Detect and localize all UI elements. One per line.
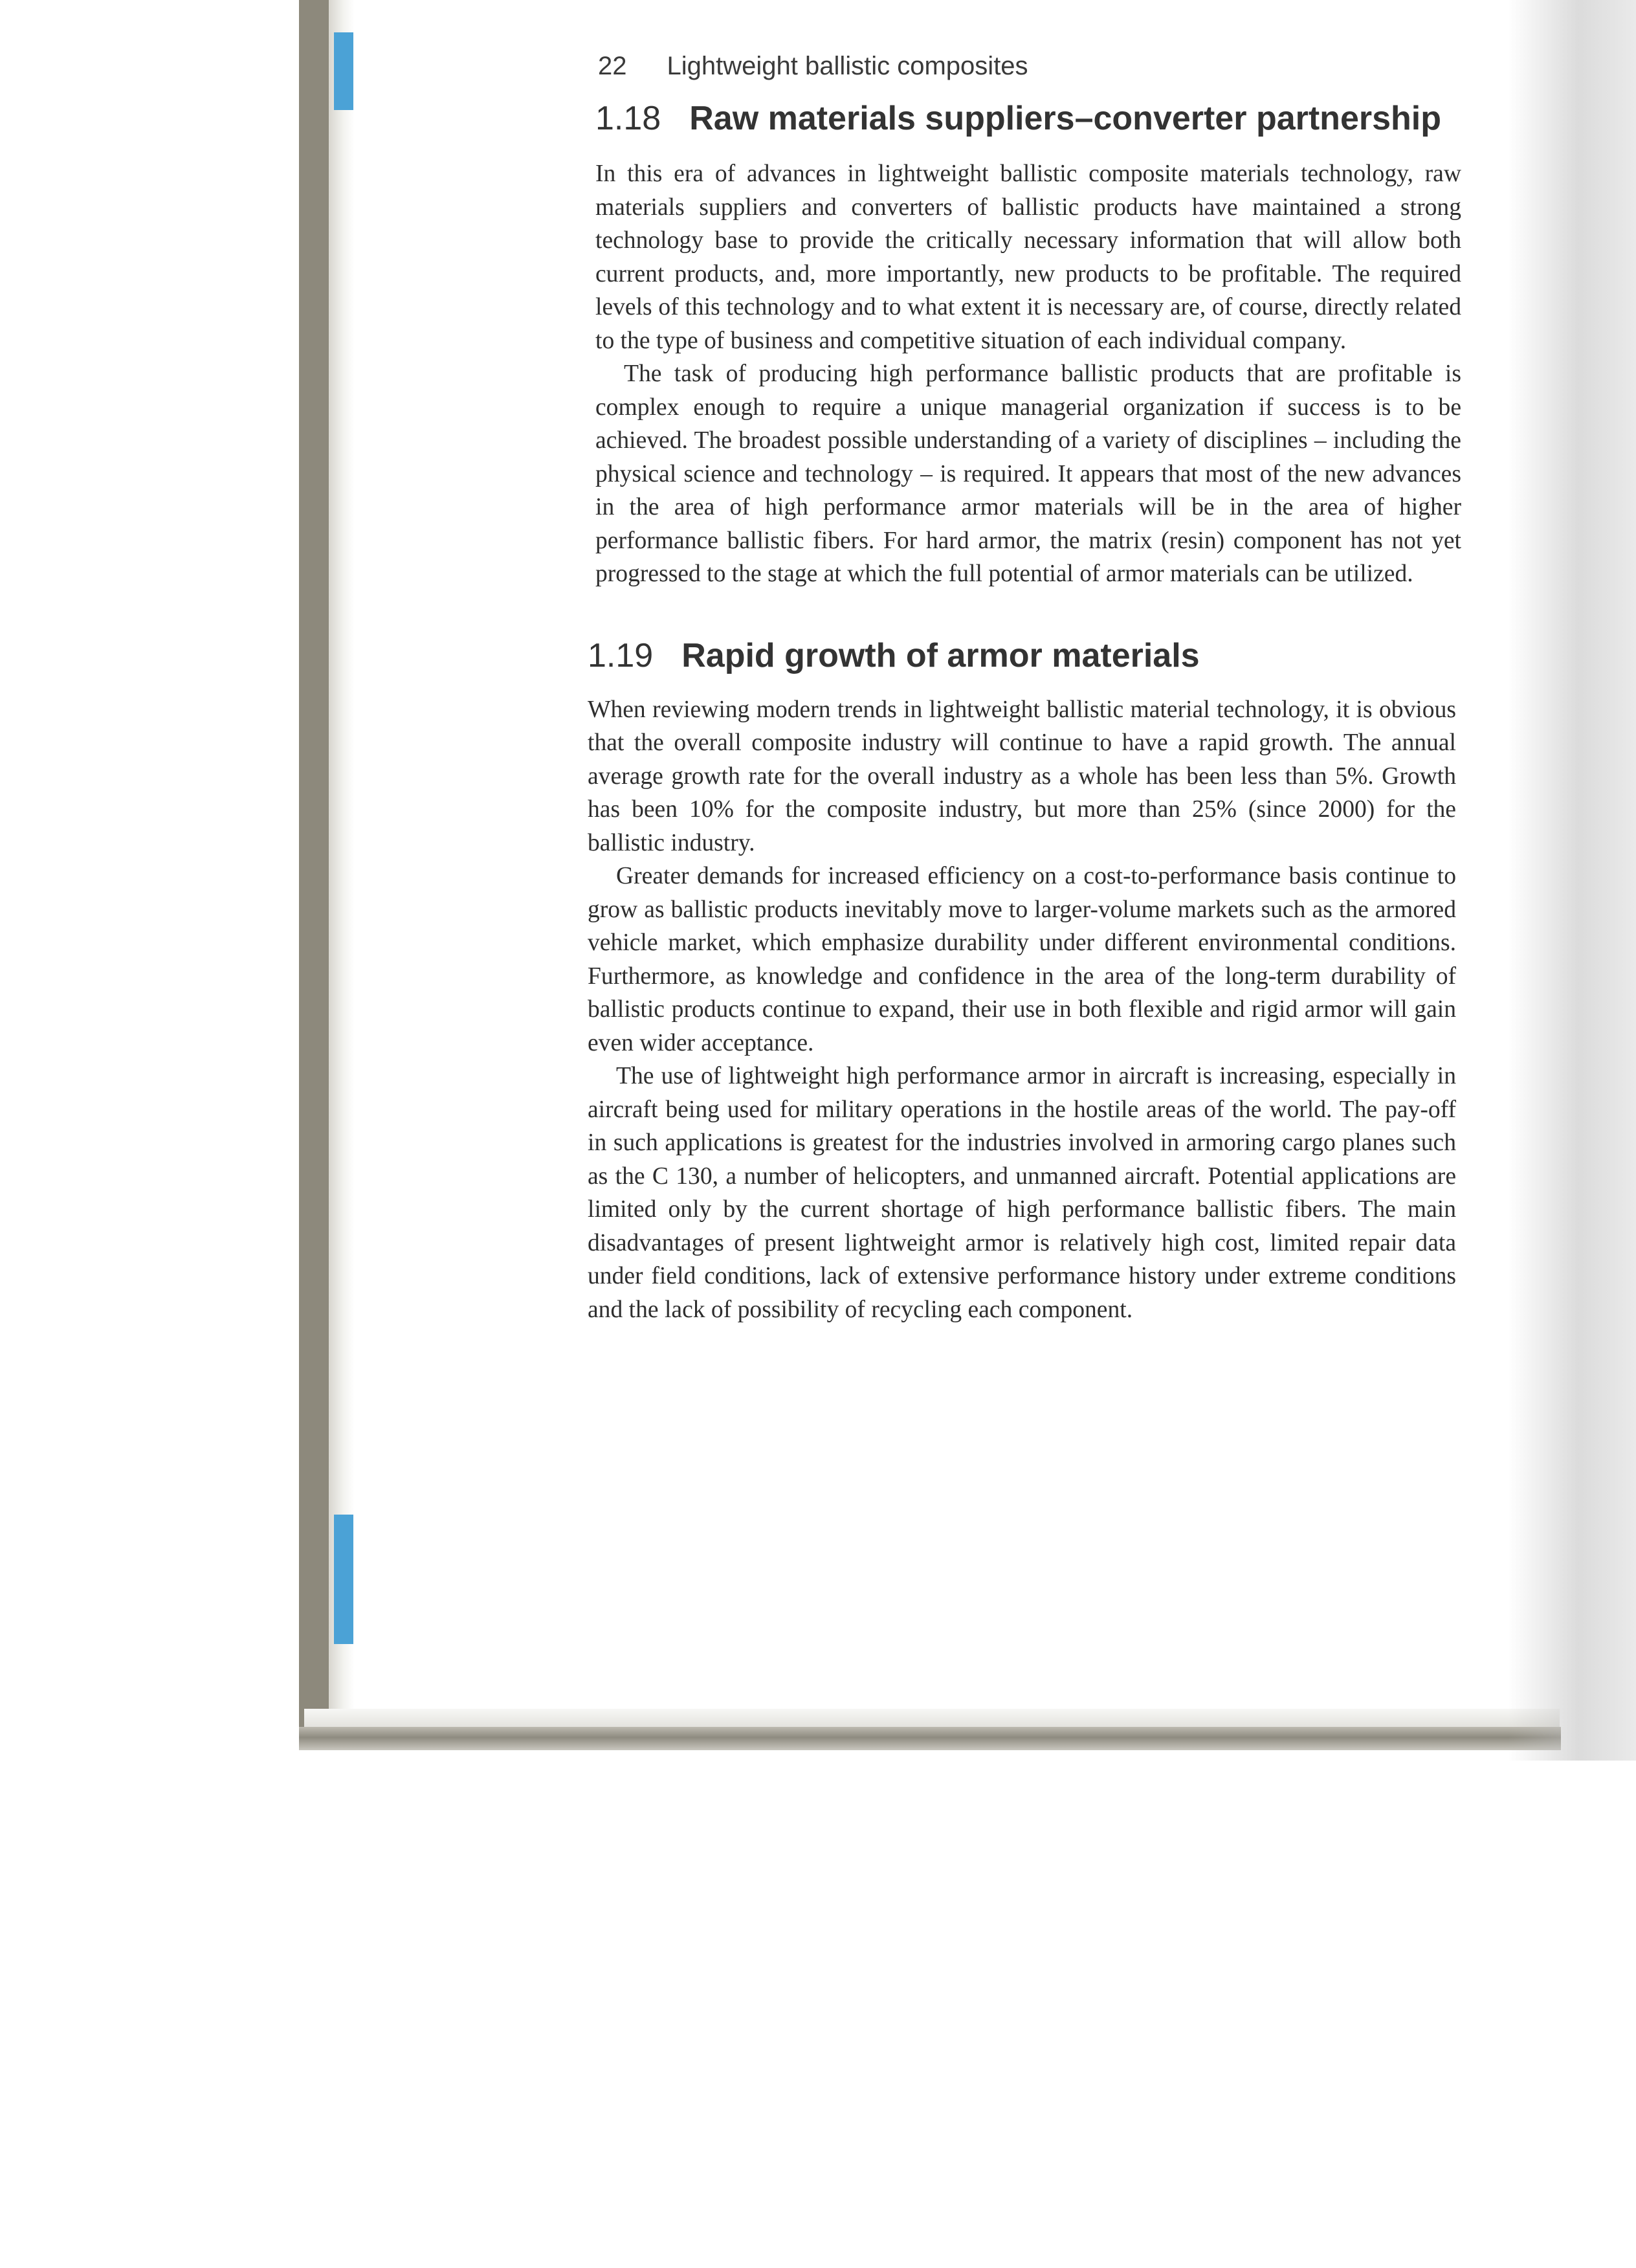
section-title: Rapid growth of armor materials <box>681 636 1200 674</box>
gutter-shadow <box>329 0 355 1748</box>
book-bottom-edge <box>299 1727 1561 1750</box>
section-heading-1-18 <box>595 99 1463 138</box>
section-heading-1-19 <box>588 636 1463 675</box>
page-number: 22 <box>598 52 627 80</box>
running-head <box>598 52 1463 81</box>
section-title: Raw materials suppliers–converter partnership <box>689 100 1441 137</box>
spine-tab-top <box>334 32 353 110</box>
page-stack-edge <box>304 1709 1560 1727</box>
spine-tab-bottom <box>334 1515 353 1644</box>
section-number: 1.18 <box>595 100 661 137</box>
book-spine <box>299 0 329 1748</box>
right-page-shadow <box>1508 0 1636 1761</box>
paragraph: The use of lightweight high performance armor in aircraft is increasing, especially in aircraft being used for military operations in the hostile areas of the world. The pay-off in such applications is greatest for the industries involved in armoring cargo planes such as the C 130, a number of helicopters, and unmanned aircraft. Potential applications are limited only by the current shortage of high performance ballistic fibers. The main disadvantages of present lightweight armor is relatively high cost, limited repair data under field conditions, lack of extensive performance history under extreme conditions and the lack of possibility of recycling each component. <box>588 1063 1456 1323</box>
book-page <box>582 52 1463 1326</box>
paragraph: When reviewing modern trends in lightweight ballistic material technology, it is obvious that the overall composite industry will continue to have a rapid growth. The annual average growth rate for the overall industry as a whole has been less than 5%. Growth has been 10% for the composite industry, but more than 25% (since 2000) for the ballistic industry. <box>588 696 1456 856</box>
section-body-1-18 <box>595 157 1461 591</box>
section-body-1-19 <box>588 693 1456 1327</box>
paragraph: The task of producing high performance ballistic products that are profitable is complex enough to require a unique managerial organization if success is to be achieved. The broadest possible understanding of a variety of disciplines – including the physical science and technology – is required. It appears that most of the new advances in the area of high performance armor materials will be in the area of higher performance ballistic fibers. For hard armor, the matrix (resin) component has not yet progressed to the stage at which the full potential of armor materials can be utilized. <box>595 361 1461 587</box>
section-number: 1.19 <box>588 636 654 674</box>
paragraph: Greater demands for increased efficiency on a cost-to-performance basis continue to grow as ballistic products inevitably move to larger-volume markets such as the armored vehicle market, which emphasize durability under different environmental conditions. Furthermore, as knowledge and confidence in the area of the long-term durability of ballistic products continue to expand, their use in both flexible and rigid armor will gain even wider acceptance. <box>588 863 1456 1056</box>
paragraph: In this era of advances in lightweight ballistic composite materials technology, raw materials suppliers and converters of ballistic products have maintained a strong technology base to provide the critically necessary information that will allow both current products, and, more importantly, new products to be profitable. The required levels of this technology and to what extent it is necessary are, of course, directly related to the type of business and competitive situation of each individual company. <box>595 161 1461 354</box>
running-head-title: Lightweight ballistic composites <box>667 52 1028 80</box>
